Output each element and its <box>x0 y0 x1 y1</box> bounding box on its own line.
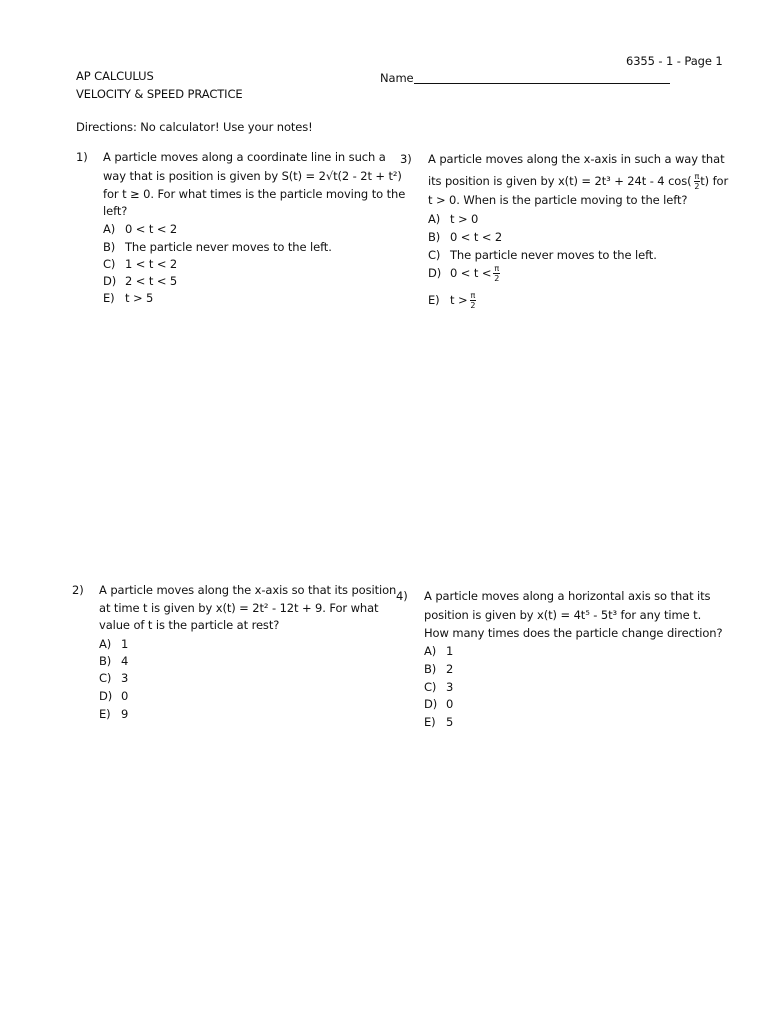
answer-choice[interactable]: B) The particle never moves to the left. <box>103 240 332 254</box>
question-text-line: A particle moves along the x-axis in such a way that <box>428 152 725 166</box>
question-text-line: left? <box>103 204 128 218</box>
answer-choice[interactable]: C) 3 <box>424 680 454 694</box>
answer-choice[interactable]: E) 5 <box>424 715 454 729</box>
question-text-line: position is given by x(t) = 4t⁵ - 5t³ for any time t. <box>424 608 702 622</box>
answer-choice[interactable]: B) 0 < t < 2 <box>428 230 503 244</box>
answer-choice[interactable]: B) 2 <box>424 662 454 676</box>
answer-choice[interactable]: A) 1 <box>99 637 129 651</box>
answer-choice[interactable]: A) t > 0 <box>428 212 479 226</box>
question-text-line: t > 0. When is the particle moving to the left? <box>428 193 688 207</box>
pi-over-2-fraction: $\frac{\pi}{2}$ <box>694 172 700 191</box>
answer-choice[interactable]: E) t > $\frac{\pi}{2}$ <box>428 291 476 310</box>
answer-choice[interactable]: D) 0 <box>424 697 454 711</box>
question-number: 2) <box>72 583 84 597</box>
answer-choice[interactable]: C) 1 < t < 2 <box>103 257 178 271</box>
question-text-line: its position is given by x(t) = 2t³ + 24t - 4 cos( $\frac{\pi}{2}$ t) for <box>428 172 729 191</box>
answer-choice[interactable]: B) 4 <box>99 654 129 668</box>
name-label: Name <box>380 71 414 85</box>
question-number: 4) <box>396 589 408 603</box>
answer-choice[interactable]: C) 3 <box>99 671 129 685</box>
answer-choice[interactable]: E) 9 <box>99 707 129 721</box>
answer-choice[interactable]: C) The particle never moves to the left. <box>428 248 657 262</box>
question-text-line: value of t is the particle at rest? <box>99 618 280 632</box>
question-text-line: at time t is given by x(t) = 2t² - 12t + 9. For what <box>99 601 379 615</box>
question-text-line: way that is position is given by S(t) = 2√t(2 - 2t + t²) <box>103 169 402 183</box>
question-text-line: A particle moves along a coordinate line in such a <box>103 150 386 164</box>
pi-over-2-fraction: $\frac{\pi}{2}$ <box>470 291 476 310</box>
answer-choice[interactable]: A) 0 < t < 2 <box>103 222 178 236</box>
question-text-line: for t ≥ 0. For what times is the particle moving to the <box>103 187 406 201</box>
question-text-line: How many times does the particle change direction? <box>424 626 723 640</box>
answer-choice[interactable]: D) 0 < t < $\frac{\pi}{2}$ <box>428 264 500 283</box>
question-text-line: A particle moves along a horizontal axis so that its <box>424 589 711 603</box>
directions: Directions: No calculator! Use your notes! <box>76 120 313 134</box>
answer-choice[interactable]: D) 0 <box>99 689 129 703</box>
question-number: 1) <box>76 150 88 164</box>
page-reference: 6355 - 1 - Page 1 <box>626 54 723 68</box>
pi-over-2-fraction: $\frac{\pi}{2}$ <box>494 264 500 283</box>
name-blank-line[interactable] <box>414 83 670 84</box>
worksheet-title: VELOCITY & SPEED PRACTICE <box>76 87 243 101</box>
answer-choice[interactable]: E) t > 5 <box>103 291 154 305</box>
question-number: 3) <box>400 152 412 166</box>
answer-choice[interactable]: A) 1 <box>424 644 454 658</box>
course-title: AP CALCULUS <box>76 69 154 83</box>
answer-choice[interactable]: D) 2 < t < 5 <box>103 274 178 288</box>
question-text-line: A particle moves along the x-axis so that its position <box>99 583 397 597</box>
